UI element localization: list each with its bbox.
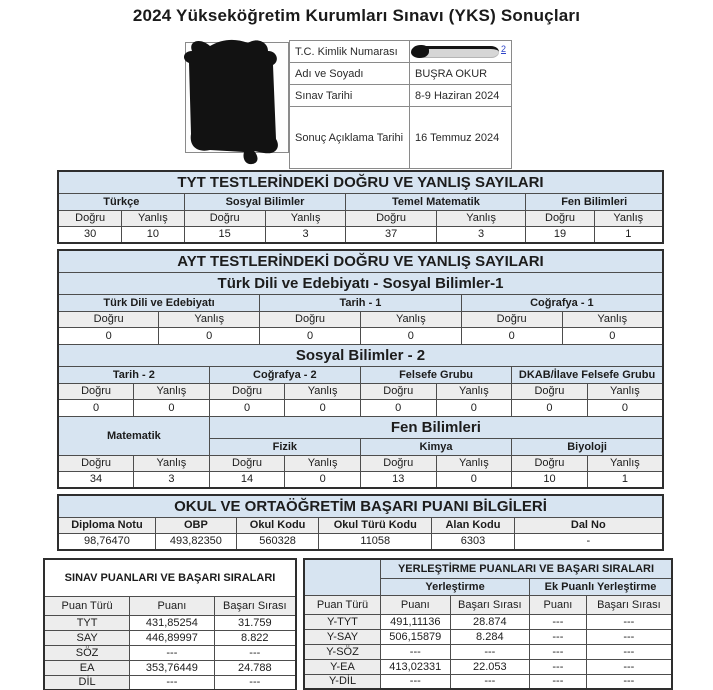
ayt-group-tarih1: Tarih - 1 [260, 294, 462, 311]
dal-no-value: - [514, 533, 663, 550]
dogru-header: Doğru [184, 210, 265, 226]
sira-value: --- [214, 675, 296, 690]
dogru-header: Doğru [360, 383, 436, 399]
row-label: SÖZ [44, 645, 130, 660]
puan-value: 413,02331 [381, 659, 451, 674]
ek-sira-value: --- [586, 614, 672, 629]
dogru-header: Doğru [461, 311, 562, 327]
yerlestirme-title-row [304, 559, 672, 578]
ayt-table [57, 249, 664, 489]
row-label: SAY [44, 630, 130, 645]
yerlestirme-table [303, 558, 673, 690]
ayt-tarih1-dogru: 0 [260, 327, 361, 344]
ayt-group-cografya1: Coğrafya - 1 [461, 294, 663, 311]
ayt-section2-title: Sosyal Bilimler - 2 [58, 344, 663, 366]
tc-kimlik-redaction [415, 45, 506, 59]
ayt-cografya1-dogru: 0 [461, 327, 562, 344]
okul-header-row [58, 517, 663, 533]
puan-value: 491,11136 [381, 614, 451, 629]
exam-date-label: Sınav Tarihi [290, 85, 410, 107]
yerlestirme-title: YERLEŞTİRME PUANLARI VE BAŞARI SIRALARI [381, 559, 672, 578]
yanlis-header: Yanlış [360, 311, 461, 327]
ayt-tarih2-yanlis: 0 [134, 399, 210, 416]
yanlis-header: Yanlış [436, 455, 512, 471]
diploma-notu-value: 98,76470 [58, 533, 155, 550]
puan-value: 353,76449 [130, 660, 214, 675]
ayt-biyoloji-dogru: 10 [512, 471, 588, 488]
id-row-name [290, 63, 512, 85]
photo-redaction-blob [180, 34, 296, 166]
yanlis-header: Yanlış [587, 383, 663, 399]
ayt-s2-group-row [58, 366, 663, 383]
yanlis-header: Yanlış [134, 455, 210, 471]
sira-value: 8.284 [450, 629, 529, 644]
ayt-felsefe-dogru: 0 [360, 399, 436, 416]
yanlis-header: Yanlış [587, 455, 663, 471]
dogru-header: Doğru [512, 455, 588, 471]
ayt-fizik-dogru: 14 [209, 471, 285, 488]
ayt-tde-dogru: 0 [58, 327, 159, 344]
sira-value: --- [450, 674, 529, 689]
ek-sira-value: --- [586, 674, 672, 689]
sira-value: --- [450, 644, 529, 659]
yerl-row-ytyt [304, 614, 672, 629]
basari-sirasi-header: Başarı Sırası [450, 595, 529, 614]
yanlis-header: Yanlış [562, 311, 663, 327]
obp-value: 493,82350 [155, 533, 236, 550]
yerlestirme-header-row [304, 595, 672, 614]
yanlis-header: Yanlış [265, 210, 346, 226]
ayt-tde-yanlis: 0 [159, 327, 260, 344]
ayt-s3-header-row [58, 416, 663, 438]
okul-table [57, 494, 664, 551]
tyt-group-fen: Fen Bilimleri [526, 193, 663, 210]
sinav-row-tyt [44, 615, 296, 630]
ek-sira-value: --- [586, 644, 672, 659]
ayt-s3-subheader-row [58, 455, 663, 471]
okul-kodu-header: Okul Kodu [236, 517, 318, 533]
dogru-header: Doğru [58, 383, 134, 399]
ayt-s1-group-row [58, 294, 663, 311]
row-label: Y-TYT [304, 614, 381, 629]
tc-kimlik-value [410, 41, 512, 63]
sinav-table [43, 558, 297, 690]
ayt-group-fizik: Fizik [209, 438, 360, 455]
alan-kodu-value: 6303 [432, 533, 514, 550]
sira-value: 8.822 [214, 630, 296, 645]
footnote-link[interactable]: 2 [500, 43, 506, 54]
tyt-title: TYT TESTLERİNDEKİ DOĞRU VE YANLIŞ SAYILARI [58, 171, 663, 193]
ayt-s3-values-row [58, 471, 663, 488]
ayt-fen-title: Fen Bilimleri [209, 416, 663, 438]
ayt-group-kimya: Kimya [360, 438, 511, 455]
basari-sirasi-header: Başarı Sırası [214, 596, 296, 615]
sira-value: --- [214, 645, 296, 660]
tyt-sosyal-yanlis: 3 [265, 226, 346, 243]
puan-value: --- [381, 674, 451, 689]
tyt-turkce-dogru: 30 [58, 226, 122, 243]
ek-sira-value: --- [586, 629, 672, 644]
tyt-fen-yanlis: 1 [594, 226, 663, 243]
ek-puan-value: --- [530, 659, 587, 674]
yanlis-header: Yanlış [285, 383, 361, 399]
page-title: 2024 Yükseköğretim Kurumları Sınavı (YKS) Sonuçları [132, 6, 581, 25]
dogru-header: Doğru [209, 455, 285, 471]
ayt-dkab-yanlis: 0 [587, 399, 663, 416]
ek-puan-value: --- [530, 674, 587, 689]
puan-value: --- [381, 644, 451, 659]
ek-puanli-group-header: Ek Puanlı Yerleştirme [530, 578, 672, 595]
tyt-group-turkce: Türkçe [58, 193, 184, 210]
ek-puan-value: --- [530, 644, 587, 659]
row-label: Y-SÖZ [304, 644, 381, 659]
ayt-kimya-yanlis: 0 [436, 471, 512, 488]
tc-kimlik-label: T.C. Kimlik Numarası [290, 41, 410, 63]
corner-cell [304, 559, 381, 595]
ayt-s2-subheader-row [58, 383, 663, 399]
dogru-header: Doğru [512, 383, 588, 399]
yanlis-header: Yanlış [594, 210, 663, 226]
ayt-cografya2-dogru: 0 [209, 399, 285, 416]
tyt-matematik-dogru: 37 [346, 226, 436, 243]
ayt-tarih2-dogru: 0 [58, 399, 134, 416]
tyt-table [57, 170, 664, 244]
puani-header: Puanı [130, 596, 214, 615]
tyt-values-row [58, 226, 663, 243]
exam-date-value: 8-9 Haziran 2024 [410, 85, 512, 107]
ek-puan-value: --- [530, 629, 587, 644]
obp-header: OBP [155, 517, 236, 533]
tyt-subheader-row [58, 210, 663, 226]
ayt-group-matematik: Matematik [58, 416, 209, 455]
yerl-row-ydil [304, 674, 672, 689]
identity-table [289, 40, 512, 169]
candidate-photo [185, 42, 289, 153]
ayt-s2-values-row [58, 399, 663, 416]
ayt-group-tde: Türk Dili ve Edebiyatı [58, 294, 260, 311]
tyt-fen-dogru: 19 [526, 226, 594, 243]
dogru-header: Doğru [209, 383, 285, 399]
yerl-row-yea [304, 659, 672, 674]
ayt-s1-values-row [58, 327, 663, 344]
announce-date-label: Sonuç Açıklama Tarihi [290, 107, 410, 169]
ayt-matematik-dogru: 34 [58, 471, 134, 488]
tyt-matematik-yanlis: 3 [436, 226, 526, 243]
yanlis-header: Yanlış [159, 311, 260, 327]
okul-turu-kodu-header: Okul Türü Kodu [319, 517, 432, 533]
yerlestirme-group-header: Yerleştirme [381, 578, 530, 595]
redaction-blot [411, 45, 429, 58]
sira-value: 28.874 [450, 614, 529, 629]
okul-values-row [58, 533, 663, 550]
ayt-section1-title: Türk Dili ve Edebiyatı - Sosyal Bilimler-1 [58, 272, 663, 294]
ayt-title: AYT TESTLERİNDEKİ DOĞRU VE YANLIŞ SAYILARI [58, 250, 663, 272]
ayt-s1-subheader-row [58, 311, 663, 327]
id-row-tc [290, 41, 512, 63]
puani-header: Puanı [381, 595, 451, 614]
puan-value: --- [130, 645, 214, 660]
ayt-kimya-dogru: 13 [360, 471, 436, 488]
dogru-header: Doğru [58, 311, 159, 327]
tyt-group-row [58, 193, 663, 210]
ayt-tarih1-yanlis: 0 [360, 327, 461, 344]
row-label: DİL [44, 675, 130, 690]
tyt-group-sosyal: Sosyal Bilimler [184, 193, 346, 210]
alan-kodu-header: Alan Kodu [432, 517, 514, 533]
yanlis-header: Yanlış [134, 383, 210, 399]
row-label: Y-SAY [304, 629, 381, 644]
ek-puan-value: --- [530, 614, 587, 629]
ayt-cografya2-yanlis: 0 [285, 399, 361, 416]
okul-kodu-value: 560328 [236, 533, 318, 550]
sinav-row-say [44, 630, 296, 645]
ayt-group-felsefe: Felsefe Grubu [360, 366, 511, 383]
yerl-row-ysay [304, 629, 672, 644]
announce-date-value: 16 Temmuz 2024 [410, 107, 512, 169]
row-label: EA [44, 660, 130, 675]
ayt-biyoloji-yanlis: 1 [587, 471, 663, 488]
sira-value: 31.759 [214, 615, 296, 630]
basari-sirasi-header: Başarı Sırası [586, 595, 672, 614]
dogru-header: Doğru [346, 210, 436, 226]
okul-title: OKUL VE ORTAÖĞRETİM BAŞARI PUANI BİLGİLERİ [58, 495, 663, 517]
tyt-sosyal-dogru: 15 [184, 226, 265, 243]
diploma-notu-header: Diploma Notu [58, 517, 155, 533]
yanlis-header: Yanlış [436, 383, 512, 399]
yanlis-header: Yanlış [122, 210, 184, 226]
redaction-scribble [417, 46, 499, 58]
ek-sira-value: --- [586, 659, 672, 674]
yerl-row-ysoz [304, 644, 672, 659]
ayt-matematik-yanlis: 3 [134, 471, 210, 488]
sira-value: 22.053 [450, 659, 529, 674]
id-row-exam-date [290, 85, 512, 107]
puan-value: 506,15879 [381, 629, 451, 644]
id-row-announce-date [290, 107, 512, 169]
puan-turu-header: Puan Türü [44, 596, 130, 615]
row-label: Y-EA [304, 659, 381, 674]
dogru-header: Doğru [58, 210, 122, 226]
ayt-dkab-dogru: 0 [512, 399, 588, 416]
ayt-cografya1-yanlis: 0 [562, 327, 663, 344]
tyt-group-matematik: Temel Matematik [346, 193, 526, 210]
name-value: BUŞRA OKUR [410, 63, 512, 85]
row-label: Y-DİL [304, 674, 381, 689]
tyt-turkce-yanlis: 10 [122, 226, 184, 243]
sinav-row-dil [44, 675, 296, 690]
dogru-header: Doğru [58, 455, 134, 471]
sinav-row-soz [44, 645, 296, 660]
ayt-group-tarih2: Tarih - 2 [58, 366, 209, 383]
sinav-title: SINAV PUANLARI VE BAŞARI SIRALARI [44, 559, 296, 596]
dogru-header: Doğru [260, 311, 361, 327]
ayt-fizik-yanlis: 0 [285, 471, 361, 488]
ayt-group-biyoloji: Biyoloji [512, 438, 663, 455]
dal-no-header: Dal No [514, 517, 663, 533]
ayt-group-dkab: DKAB/İlave Felsefe Grubu [512, 366, 663, 383]
puani-header: Puanı [530, 595, 587, 614]
puan-value: 431,85254 [130, 615, 214, 630]
puan-value: --- [130, 675, 214, 690]
sira-value: 24.788 [214, 660, 296, 675]
ayt-felsefe-yanlis: 0 [436, 399, 512, 416]
puan-turu-header: Puan Türü [304, 595, 381, 614]
yanlis-header: Yanlış [285, 455, 361, 471]
ayt-group-cografya2: Coğrafya - 2 [209, 366, 360, 383]
name-label: Adı ve Soyadı [290, 63, 410, 85]
dogru-header: Doğru [360, 455, 436, 471]
yanlis-header: Yanlış [436, 210, 526, 226]
dogru-header: Doğru [526, 210, 594, 226]
sinav-row-ea [44, 660, 296, 675]
sinav-header-row [44, 596, 296, 615]
okul-turu-kodu-value: 11058 [319, 533, 432, 550]
row-label: TYT [44, 615, 130, 630]
puan-value: 446,89997 [130, 630, 214, 645]
